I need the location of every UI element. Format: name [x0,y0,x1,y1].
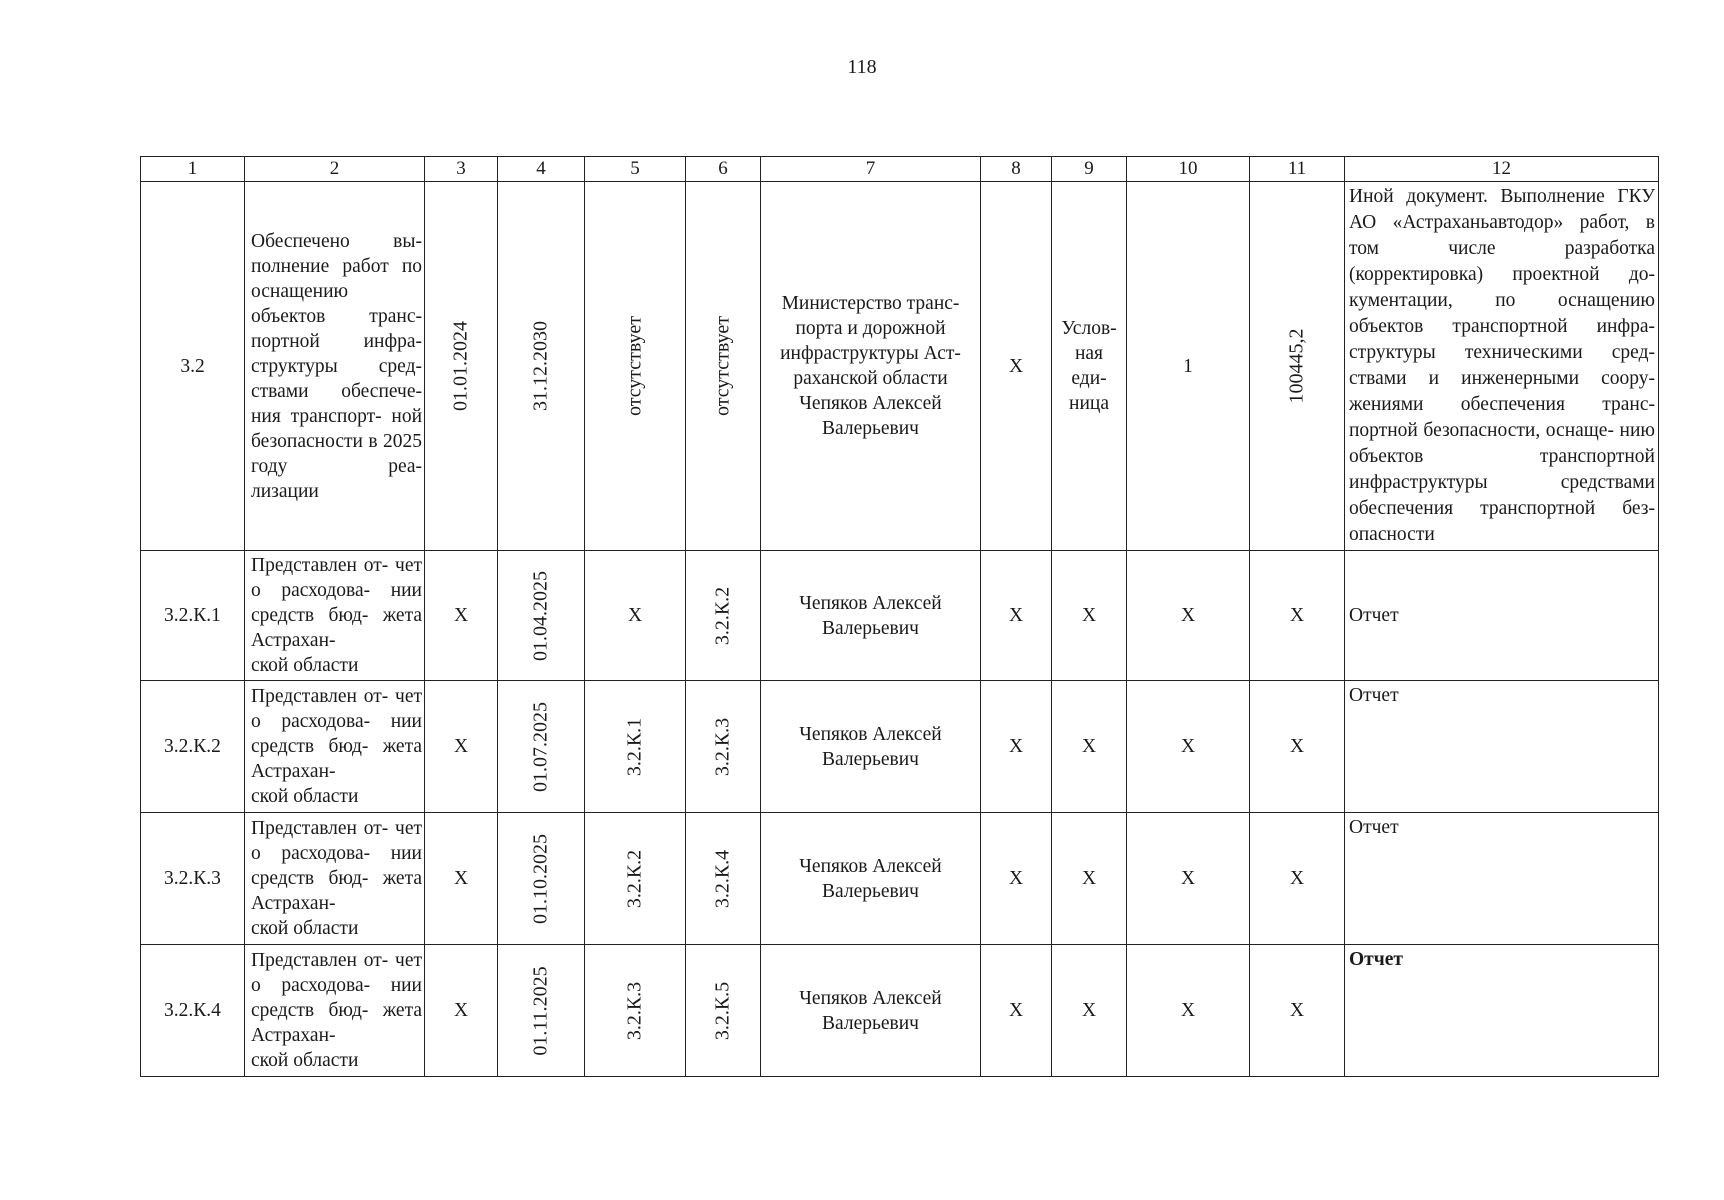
header-cell: 4 [498,157,585,182]
control-date: 01.04.2025 [529,570,552,661]
successor-cell [686,182,761,551]
text-line: Чепяков Алексей [799,393,942,414]
control-date: 01.07.2025 [529,701,552,792]
predecessor-cell [585,182,686,551]
text-line: Обеспечено вы- [251,230,422,252]
text-line: нии средств бюд- [251,711,422,757]
header-cell: 11 [1250,157,1345,182]
responsible [761,945,981,1077]
text-line: ГКУ АО «Астраханьавтодор» [1349,186,1656,233]
text-line: Иной документ. Выполнение [1349,186,1605,207]
successor-cell [686,945,761,1077]
indicator-value: 1 [1127,182,1250,551]
result-description [245,182,425,551]
text-line: полнение работ [251,255,389,277]
row-number: 3.2.К.4 [141,945,245,1077]
table-row [141,813,1659,945]
document-type [1345,182,1659,551]
text-line: Валерьевич [822,880,919,902]
text-line: кументации, по оснащению [1349,290,1655,311]
text-line: объектов транс- [251,305,422,327]
row-number: 3.2 [141,182,245,551]
text-line: ница [1069,393,1109,414]
col9-value: X [1052,681,1127,813]
col10-value: X [1127,813,1250,945]
text-line: Представлен от- [251,686,389,707]
text-line: Чепяков Алексей [799,723,942,745]
row-number: 3.2.К.2 [141,681,245,813]
header-cell: 2 [245,157,425,182]
col3-value: X [425,945,498,1077]
col8-value: X [981,681,1052,813]
text-line: по оснащению [251,255,422,302]
responsible [761,813,981,945]
text-line: нии средств бюд- [251,975,422,1021]
successor: отсутствует [711,315,734,417]
text-line: жета Астрахан- [251,605,422,651]
successor-cell [686,681,761,813]
text-line: Валерьевич [822,748,919,770]
text-line: Чепяков Алексей [799,592,942,614]
text-line: жениями обеспечения транс- [1349,394,1655,415]
text-line: объектов транспортной инфра- [1349,316,1655,337]
col10-value: X [1127,551,1250,681]
text-line: (корректировка) проектной до- [1349,264,1655,285]
row-number: 3.2.К.3 [141,813,245,945]
start-date: 01.01.2024 [449,321,472,411]
header-cell: 10 [1127,157,1250,182]
col9-value: X [1052,813,1127,945]
text-line: Представлен от- [251,818,389,839]
text-line: нии средств бюд- [251,843,422,889]
end-date: 31.12.2030 [529,321,552,411]
responsible [761,551,981,681]
document-label: Отчет [1349,605,1399,626]
table-row [141,681,1659,813]
control-date: 01.11.2025 [529,965,552,1056]
predecessor: отсутствует [623,315,646,417]
successor-cell [686,813,761,945]
col3-value: X [425,813,498,945]
header-row [141,157,1659,182]
document-type [1345,551,1659,681]
text-line: ствами и инженерными соору- [1349,368,1655,389]
predecessor: 3.2.К.3 [623,981,646,1040]
text-line: Чепяков Алексей [799,987,942,1009]
responsible [761,182,981,551]
text-line: структуры сред- [251,355,422,377]
document-type [1345,945,1659,1077]
document-label: Отчет [1349,817,1399,838]
date-cell [498,681,585,813]
col10-value: X [1127,681,1250,813]
text-line: нии средств бюд- [251,580,422,626]
text-line: ской области [251,655,359,676]
amount: 100445,2 [1285,328,1308,404]
result-description [245,551,425,681]
text-line: жета Астрахан- [251,736,422,782]
header-cell: 5 [585,157,686,182]
text-line: нию объектов транспортной [1349,420,1655,467]
col8-value: X [981,182,1052,551]
successor: 3.2.К.3 [711,717,734,776]
text-line: ной безопасности [251,405,423,452]
col3-value: X [425,551,498,681]
text-line: ской области [251,786,359,807]
text-line: жета Астрахан- [251,868,422,914]
successor-cell [686,551,761,681]
predecessor: 3.2.К.1 [623,717,646,776]
text-line: Валерьевич [822,1012,919,1034]
document-type [1345,813,1659,945]
header-cell: 7 [761,157,981,182]
header-cell: 6 [686,157,761,182]
predecessor-cell [585,945,686,1077]
col9-value: X [1052,551,1127,681]
responsible [761,681,981,813]
text-line: портной безопасности, оснаще- [1349,420,1614,441]
text-line: ской области [251,918,359,939]
text-line: опасности [1349,524,1435,545]
successor: 3.2.К.2 [711,586,734,645]
result-description [245,681,425,813]
table-row [141,945,1659,1077]
header-cell: 9 [1052,157,1127,182]
row-number: 3.2.К.1 [141,551,245,681]
table-row [141,551,1659,681]
col10-value: X [1127,945,1250,1077]
text-line: ния транспорт- [251,405,382,427]
control-points-table [140,156,1659,1077]
start-date-cell [425,182,498,551]
text-line: Чепяков Алексей [799,855,942,877]
predecessor-cell [585,681,686,813]
amount-cell [1250,182,1345,551]
header-cell: 8 [981,157,1052,182]
date-cell [498,945,585,1077]
col11-value: X [1250,945,1345,1077]
result-description [245,945,425,1077]
text-line: Представлен от- [251,555,389,576]
col11-value: X [1250,813,1345,945]
text-line: портной инфра- [251,330,422,352]
document-label: Отчет [1349,685,1399,706]
text-line: Услов- [1061,318,1117,339]
page-number: 118 [847,56,877,78]
text-line: еди- [1071,368,1107,389]
col8-value: X [981,551,1052,681]
text-line: раханской области [793,368,948,389]
text-line: инфраструктуры средствами [1349,472,1655,493]
text-line: в 2025 году реа- [251,430,422,477]
control-date: 01.10.2025 [529,833,552,924]
document-label: Отчет [1349,949,1403,970]
text-line: чет о расходова- [251,555,422,601]
text-line: чет о расходова- [251,818,422,864]
result-description [245,813,425,945]
text-line: инфраструктуры Аст- [780,343,961,364]
predecessor: X [585,551,686,681]
successor: 3.2.К.5 [711,981,734,1040]
table-row [141,182,1659,551]
text-line: чет о расходова- [251,950,422,996]
predecessor: 3.2.К.2 [623,849,646,908]
col8-value: X [981,945,1052,1077]
col11-value: X [1250,551,1345,681]
header-cell: 12 [1345,157,1659,182]
text-line: лизации [251,480,319,502]
unit-of-measure [1052,182,1127,551]
successor: 3.2.К.4 [711,849,734,908]
text-line: жета Астрахан- [251,1000,422,1046]
text-line: ской области [251,1050,359,1071]
col11-value: X [1250,681,1345,813]
col8-value: X [981,813,1052,945]
text-line: Министерство транс- [781,293,960,314]
text-line: Валерьевич [822,617,919,639]
text-line: порта и дорожной [795,318,946,339]
date-cell [498,813,585,945]
end-date-cell [498,182,585,551]
text-line: работ, в том числе разработка [1349,212,1655,259]
date-cell [498,551,585,681]
text-line: чет о расходова- [251,686,422,732]
text-line: структуры техническими сред- [1349,342,1655,363]
header-cell: 3 [425,157,498,182]
text-line: обеспечения транспортной без- [1349,498,1655,519]
text-line: ная [1074,343,1104,364]
header-cell: 1 [141,157,245,182]
col3-value: X [425,681,498,813]
text-line: ствами обеспече- [251,380,422,402]
predecessor-cell [585,813,686,945]
document-type [1345,681,1659,813]
text-line: Валерьевич [822,418,919,439]
col9-value: X [1052,945,1127,1077]
text-line: Представлен от- [251,950,389,971]
